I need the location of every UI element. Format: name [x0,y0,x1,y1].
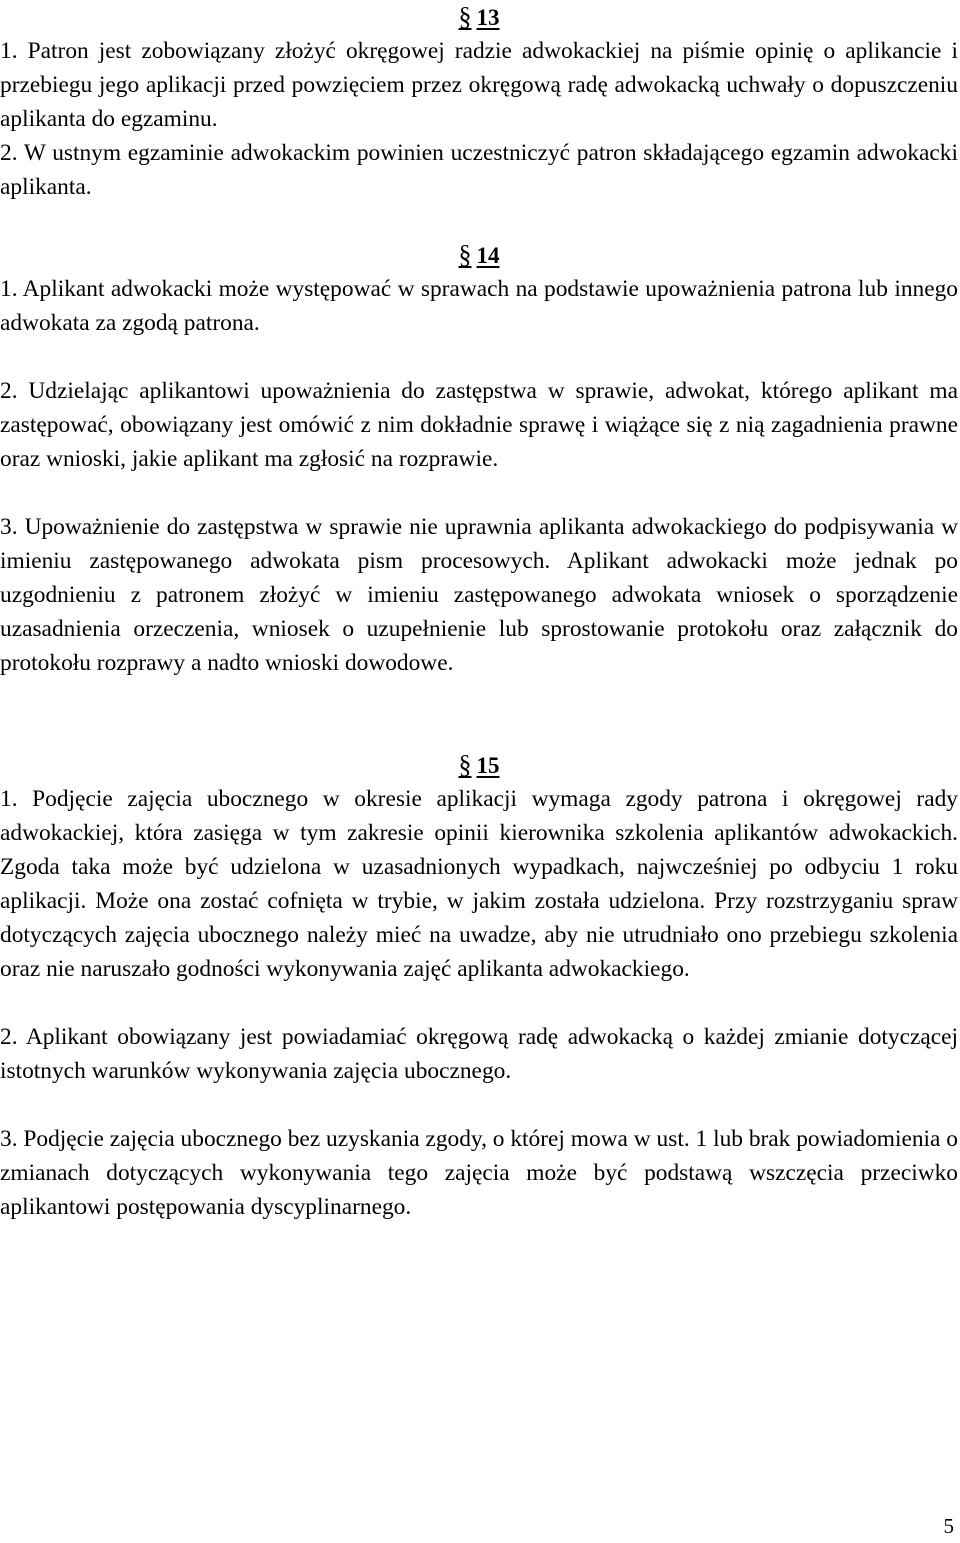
section-heading-15 [0,748,958,782]
section-sign: § [458,240,472,269]
paragraph-15-3: 3. Podjęcie zajęcia ubocznego bez uzyskania zgody, o której mowa w ust. 1 lub brak powiadomienia o zmianach dotyczących wykonywania tego zajęcia może być podstawą wszczęcia przeciwko aplikantowi postępowania dyscyplinarnego. [0,1126,958,1220]
section-heading-13 [0,0,958,34]
section-number: 15 [476,753,500,778]
section-number: 13 [476,5,500,30]
section-sign: § [458,750,472,779]
paragraph-15-1: 1. Podjęcie zajęcia ubocznego w okresie aplikacji wymaga zgody patrona i okręgowej rady adwokackiej, która zasięga w tym zakresie opinii kierownika szkolenia aplikantów adwokackich. Zgoda taka może być udzielona w uzasadnionych wypadkach, najwcześniej po odbyciu 1 roku aplikacji. Może ona zostać cofnięta w trybie, w jakim została udzielona. Przy rozstrzyganiu spraw dotyczących zajęcia ubocznego należy mieć na uwadze, aby nie utrudniało ono przebiegu szkolenia oraz nie naruszało godności wykonywania zajęć aplikanta adwokackiego. [0,786,958,982]
paragraph-14-2: 2. Udzielając aplikantowi upoważnienia do zastępstwa w sprawie, adwokat, którego aplikant ma zastępować, obowiązany jest omówić z nim dokładnie sprawę i wiążące się z nią zagadnienia prawne oraz wnioski, jakie aplikant ma zgłosić na rozprawie. [0,378,958,472]
section-heading-14 [0,238,958,272]
paragraph-14-1: 1. Aplikant adwokacki może występować w sprawach na podstawie upoważnienia patrona lub innego adwokata za zgodą patrona. [0,276,958,336]
paragraph-13-1: 1. Patron jest zobowiązany złożyć okręgowej radzie adwokackiej na piśmie opinię o aplikancie i przebiegu jego aplikacji przed powzięciem przez okręgową radę adwokacką uchwały o dopuszczeniu aplikanta do egzaminu. [0,38,958,132]
section-sign: § [458,2,472,31]
section-number: 14 [476,243,500,268]
page-number: 5 [943,1514,954,1538]
paragraph-13-2: 2. W ustnym egzaminie adwokackim powinien uczestniczyć patron składającego egzamin adwokacki aplikanta. [0,140,958,200]
paragraph-15-2: 2. Aplikant obowiązany jest powiadamiać okręgową radę adwokacką o każdej zmianie dotyczącej istotnych warunków wykonywania zajęcia ubocznego. [0,1024,958,1084]
paragraph-14-3: 3. Upoważnienie do zastępstwa w sprawie nie uprawnia aplikanta adwokackiego do podpisywania w imieniu zastępowanego adwokata pism procesowych. Aplikant adwokacki może jednak po uzgodnieniu z patronem złożyć w imieniu zastępowanego adwokata wniosek o sporządzenie uzasadnienia orzeczenia, wniosek o uzupełnienie lub sprostowanie protokołu oraz załącznik do protokołu rozprawy a nadto wnioski dowodowe. [0,514,958,676]
